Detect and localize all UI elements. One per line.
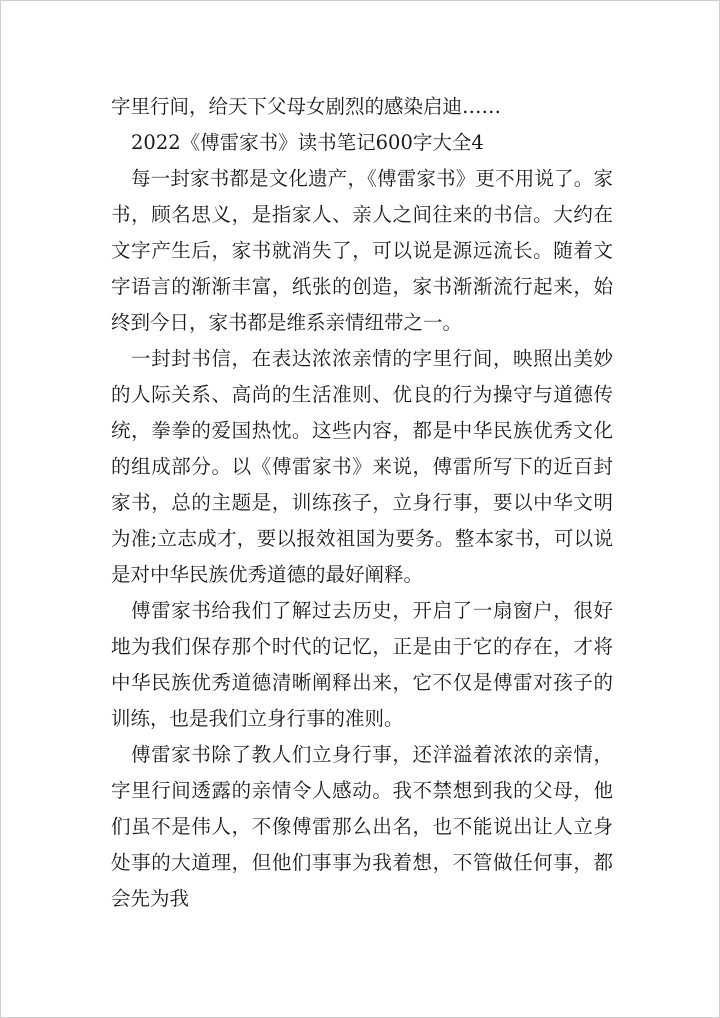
paragraph: 傅雷家书除了教人们立身行事，还洋溢着浓浓的亲情，字里行间透露的亲情令人感动。我不禁想到我的父母，他们虽不是伟人，不像傅雷那么出名，也不能说出让人立身处事的大道理，但他们事事为我着想，不管做任何事，都会先为我 <box>111 743 613 910</box>
section-heading: 2022《傅雷家书》读书笔记600字大全4 <box>131 131 484 154</box>
paragraph: 每一封家书都是文化遗产，《傅雷家书》更不用说了。家书，顾名思义，是指家人、亲人之间往来的书信。大约在文字产生后，家书就消失了，可以说是源远流长。随着文字语言的渐渐丰富，纸张的创造，家书渐渐流行起来，始终到今日，家书都是维系亲情纽带之一。 <box>111 167 613 334</box>
document-body <box>111 89 613 917</box>
paragraph: 傅雷家书给我们了解过去历史，开启了一扇窗户，很好地为我们保存那个时代的记忆，正是由于它的存在，才将中华民族优秀道德清晰阐释出来，它不仅是傅雷对孩子的训练，也是我们立身行事的准则。 <box>111 599 613 730</box>
paragraph: 一封封书信，在表达浓浓亲情的字里行间，映照出美妙的人际关系、高尚的生活准则、优良的行为操守与道德传统，拳拳的爱国热忱。这些内容，都是中华民族优秀文化的组成部分。以《傅雷家书》来说，傅雷所写下的近百封家书，总的主题是，训练孩子，立身行事，要以中华文明为准;立志成才，要以报效祖国为要务。整本家书，可以说是对中华民族优秀道德的最好阐释。 <box>111 347 613 586</box>
paragraph-continuation: 字里行间，给天下父母女剧烈的感染启迪…… <box>111 95 502 118</box>
